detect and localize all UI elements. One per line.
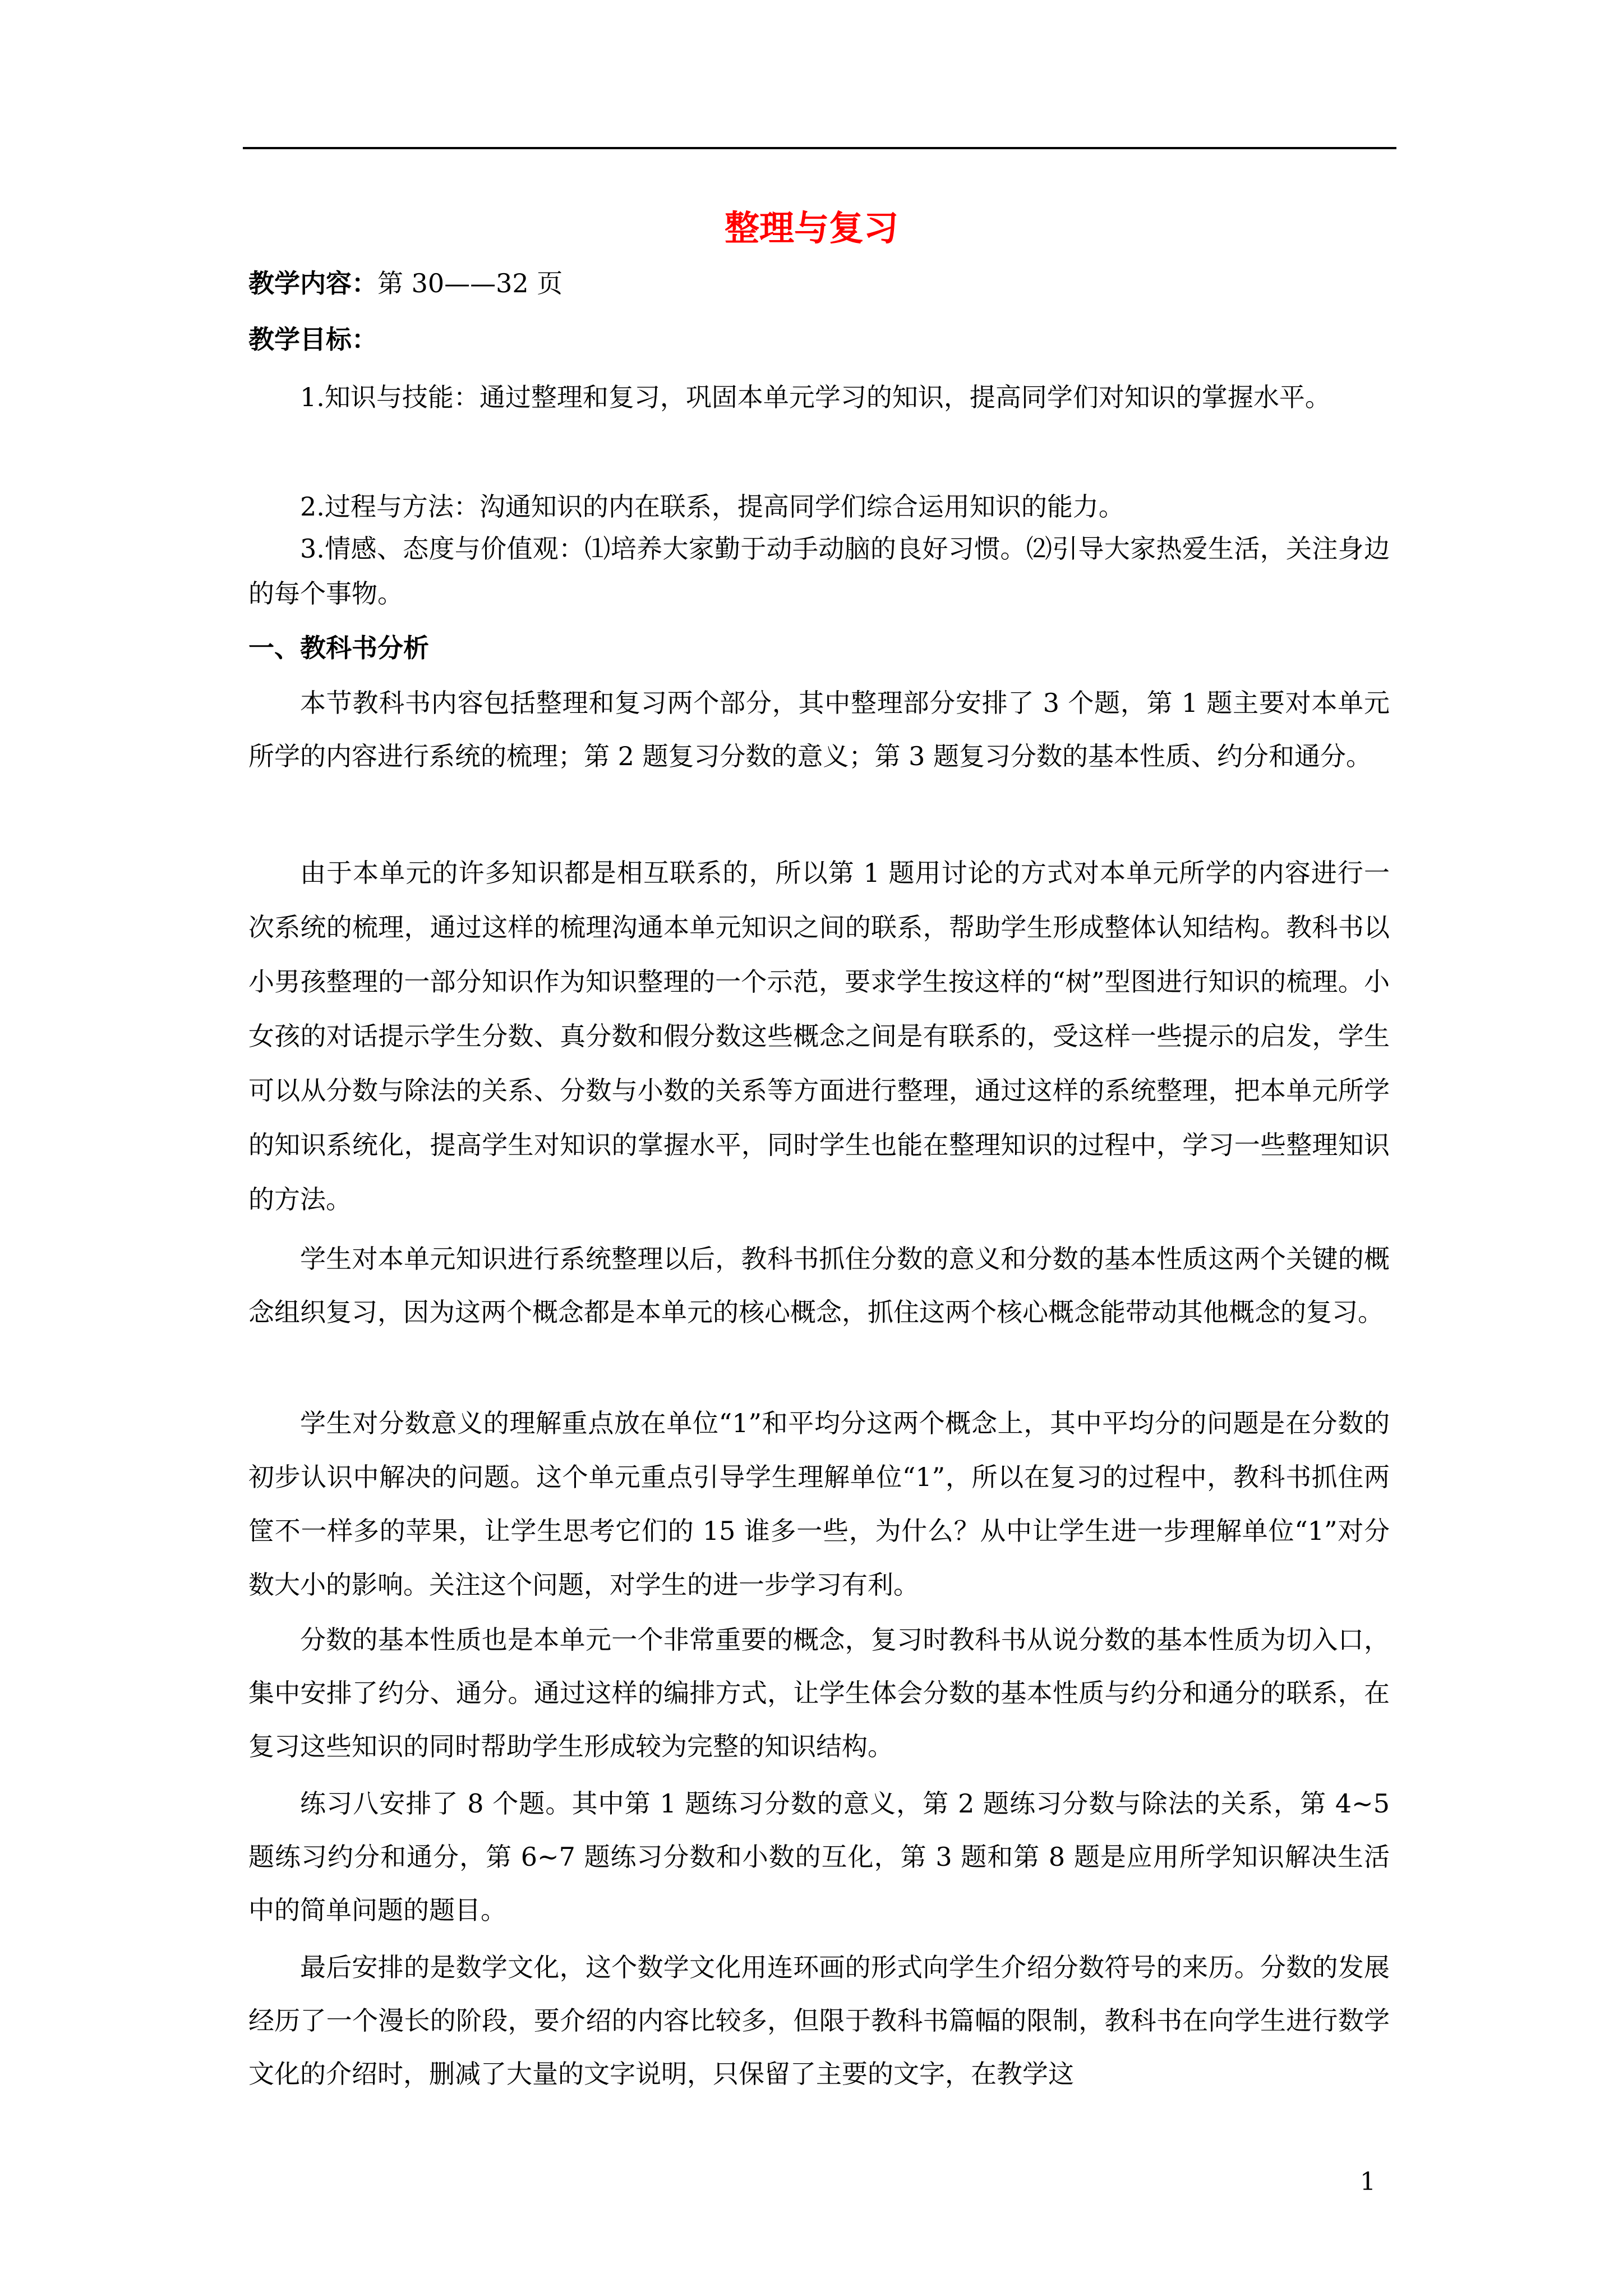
- paragraph-1: 本节教科书内容包括整理和复习两个部分，其中整理部分安排了 3 个题，第 1 题主要对本单元所学的内容进行系统的梳理；第 2 题复习分数的意义；第 3 题复习分数的基本性质、约分和通分。: [248, 688, 1390, 771]
- section-heading: 一、教科书分析: [248, 633, 429, 663]
- page-number: 1: [1360, 2168, 1376, 2196]
- content-line: [248, 266, 562, 300]
- paragraph-7: 最后安排的是数学文化，这个数学文化用连环画的形式向学生介绍分数符号的来历。分数的发展经历了一个漫长的阶段，要介绍的内容比较多，但限于教科书篇幅的限制，教科书在向学生进行数学文化的介绍时，删减了大量的文字说明，只保留了主要的文字，在教学这: [248, 1952, 1390, 2089]
- page-title: 整理与复习: [724, 208, 898, 249]
- objective-item-1: 1.知识与技能：通过整理和复习，巩固本单元学习的知识，提高同学们对知识的掌握水平。: [300, 382, 1331, 412]
- paragraph-4: 学生对分数意义的理解重点放在单位“1”和平均分这两个概念上，其中平均分的问题是在分数的初步认识中解决的问题。这个单元重点引导学生理解单位“1”，所以在复习的过程中，教科书抓住两筐不一样多的苹果，让学生思考它们的 15 谁多一些，为什么？从中让学生进一步理解单位“1”对分数大小的影响。关注这个问题，对学生的进一步学习有利。: [248, 1408, 1390, 1600]
- content-label: 教学内容：: [248, 268, 377, 298]
- paragraph-5: 分数的基本性质也是本单元一个非常重要的概念，复习时教科书从说分数的基本性质为切入口，集中安排了约分、通分。通过这样的编排方式，让学生体会分数的基本性质与约分和通分的联系，在复习这些知识的同时帮助学生形成较为完整的知识结构。: [248, 1625, 1390, 1761]
- objectives-heading: 教学目标：: [248, 324, 377, 355]
- header-rule: [243, 147, 1396, 149]
- objective-item-3: 3.情感、态度与价值观：⑴培养大家勤于动手动脑的良好习惯。⑵引导大家热爱生活，关注身边的每个事物。: [248, 533, 1390, 609]
- paragraph-2: 由于本单元的许多知识都是相互联系的，所以第 1 题用讨论的方式对本单元所学的内容进行一次系统的梳理，通过这样的梳理沟通本单元知识之间的联系，帮助学生形成整体认知结构。教科书以小男孩整理的一部分知识作为知识整理的一个示范，要求学生按这样的“树”型图进行知识的梳理。小女孩的对话提示学生分数、真分数和假分数这些概念之间是有联系的，受这样一些提示的启发，学生可以从分数与除法的关系、分数与小数的关系等方面进行整理，通过这样的系统整理，把本单元所学的知识系统化，提高学生对知识的掌握水平，同时学生也能在整理知识的过程中，学习一些整理知识的方法。: [248, 858, 1390, 1214]
- paragraph-6: 练习八安排了 8 个题。其中第 1 题练习分数的意义，第 2 题练习分数与除法的关系，第 4~5 题练习约分和通分，第 6~7 题练习分数和小数的互化，第 3 题和第 8 题是应用所学知识解决生活中的简单问题的题目。: [248, 1788, 1390, 1925]
- content-value: 第 30——32 页: [377, 268, 563, 298]
- objective-item-2: 2.过程与方法：沟通知识的内在联系，提高同学们综合运用知识的能力。: [300, 491, 1124, 522]
- paragraph-3: 学生对本单元知识进行系统整理以后，教科书抓住分数的意义和分数的基本性质这两个关键的概念组织复习，因为这两个概念都是本单元的核心概念，抓住这两个核心概念能带动其他概念的复习。: [248, 1244, 1390, 1327]
